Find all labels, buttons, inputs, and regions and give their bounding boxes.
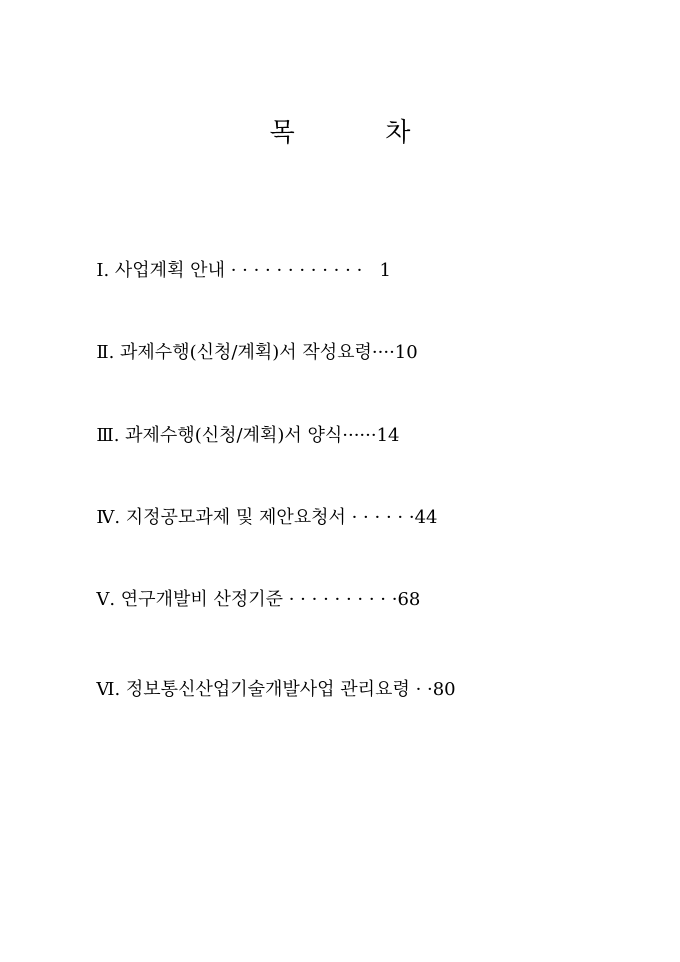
toc-item-number: Ⅰ. (96, 260, 115, 281)
toc-item-page: 1 (379, 260, 391, 281)
toc-item-label: 사업계획 안내 (114, 260, 231, 281)
toc-item-5[interactable] (62, 567, 421, 610)
toc-item-leader: ······ (342, 425, 377, 446)
page-title (0, 112, 680, 149)
toc-item-4[interactable] (62, 485, 438, 528)
toc-item-label: 지정공모과제 및 제안요청서 (125, 507, 352, 528)
toc-item-leader: · · · · · · · · · · · · (230, 260, 380, 281)
toc-item-page: 10 (394, 342, 418, 363)
toc-item-2[interactable] (62, 320, 418, 363)
toc-item-page: 44 (414, 507, 438, 528)
toc-item-leader: · · · · · · (351, 507, 415, 528)
toc-item-page: 14 (376, 425, 400, 446)
toc-item-leader: · · · · · · · · · · (288, 589, 398, 610)
toc-item-6[interactable] (62, 657, 456, 700)
toc-item-number: Ⅲ. (96, 425, 126, 446)
toc-item-number: Ⅳ. (96, 507, 126, 528)
toc-item-number: Ⅱ. (96, 342, 121, 363)
toc-item-label: 정보통신산업기술개발사업 관리요령 (125, 679, 416, 700)
title-char-1: 목 (269, 118, 295, 148)
toc-item-label: 과제수행(신청/계획)서 작성요령 (120, 342, 372, 363)
toc-item-3[interactable] (62, 403, 400, 446)
toc-item-leader: ···· (371, 342, 395, 363)
toc-item-label: 연구개발비 산정기준 (120, 589, 289, 610)
title-char-2: 차 (385, 118, 411, 148)
toc-item-number: Ⅴ. (96, 589, 121, 610)
toc-item-leader: · · (415, 679, 433, 700)
toc-item-number: Ⅵ. (96, 679, 126, 700)
toc-item-page: 68 (397, 589, 421, 610)
toc-item-label: 과제수행(신청/계획)서 양식 (125, 425, 343, 446)
toc-item-1[interactable] (62, 238, 391, 281)
toc-item-page: 80 (432, 679, 456, 700)
